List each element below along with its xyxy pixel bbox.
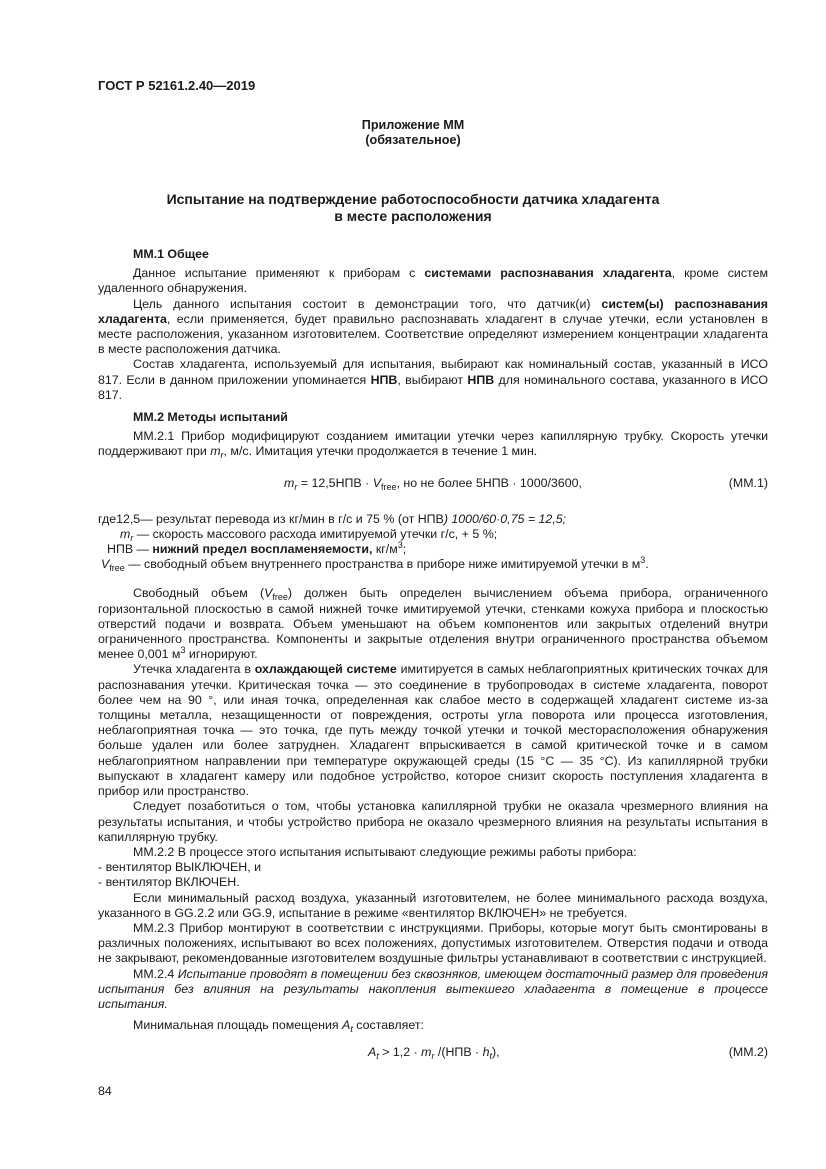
annex-main-title [0, 191, 826, 225]
list-item: - вентилятор ВКЛЮЧЕН. [98, 875, 240, 890]
document-body [98, 247, 768, 1081]
title-line-1: Испытание на подтверждение работоспособности датчика хладагента [166, 191, 660, 207]
paragraph: Свободный объем $(V_{free})$ должен быть определен вычислением объема прибора, ограниченного горизонтальной плоскостью в самой нижней точке имитируемой утечки, стенками кожуха прибора и плоскостью отверстий подачи и возврата. Объем уменьшают на объем компонентов или закрытых отделений внутри ограниченного пространства. Компоненты и закрытые отделения внутри ограниченного пространства объемом менее 0,001 $м^3$ игнорируют. [98, 586, 768, 662]
formula-expression: $m_r = 12,5НПВ \cdot V_{free}$, но не более 5НПВ · 1000/3600, [284, 475, 582, 492]
paragraph: Состав хладагента, используемый для испытания, выбирают как номинальный состав, указанный в ИСО 817. Если в данном приложении упоминается НПВ, выбирают НПВ для номинального состава, указанного в ИСО 817. [98, 357, 768, 402]
paragraph: Следует позаботиться о том, чтобы установка капиллярной трубки не оказала чрезмерного влияния на результаты испытания, и чтобы устройство прибора не оказало чрезмерного влияния на результаты испытания в капиллярную трубку. [98, 799, 768, 844]
formula-number: (ММ.1) [728, 475, 768, 490]
document-header: ГОСТ Р 52161.2.40—2019 [98, 78, 256, 93]
formula-number: (ММ.2) [728, 1045, 768, 1060]
section-heading-mm1: ММ.1 Общее [133, 247, 209, 261]
list-item: - вентилятор ВЫКЛЮЧЕН, и [98, 860, 262, 875]
annex-heading [0, 118, 826, 148]
paragraph: Утечка хладагента в охлаждающей системе имитируется в самых неблагоприятных критических точках для распознавания утечки. Критическая точка — это соединение в трубопроводах в системе хладагента, поворот более чем на 90 °, или иная точка, определенная как слабое место в содержащей хладагент системе из-за толщины металла, незащищенности от повреждения, остроты угла поворота или процесса изготовления, неблагоприятная точка — это точка, где путь между точкой утечки и точкой месторасположения обнаружения больше удален или более затруднен. Хладагент впрыскивается в самой критической точке и в самом неблагоприятном направлении при температуре окружающей среды (15 °С — 35 °С). Из капиллярной трубки выпускают в хладагент камеру или подобное устройство, которое снизит скорость поступления хладагента в прибор или пространство. [98, 662, 768, 799]
definition: НПВ — нижний предел воспламеняемости, $кг/м^3$; [107, 540, 407, 557]
formula-mm1 [98, 476, 768, 498]
paragraph: Данное испытание применяют к приборам с системами распознавания хладагента, кроме систем удаленного обнаружения. [98, 266, 768, 296]
paragraph: Если минимальный расход воздуха, указанный изготовителем, не более минимального расхода воздуха, указанного в GG.2.2 или GG.9, испытание в режиме «вентилятор ВКЛЮЧЕН» не требуется. [98, 890, 768, 920]
annex-title: Приложение ММ [361, 118, 465, 132]
definition: $V_{free}$ — свободный объем внутреннего пространства в приборе ниже имитируемой утечки в $м^3$. [101, 555, 649, 574]
definition: где12,5— результат перевода из кг/мин в г/с и 75 % (от НПВ) 1000/60·0,75 = 12,5; [98, 511, 567, 526]
paragraph: Минимальная площадь помещения $A_t$ составляет: [133, 1018, 424, 1035]
paragraph: Цель данного испытания состоит в демонстрации того, что датчик(и) систем(ы) распознавания хладагента, если применяется, будет правильно распознавать хладагент в случае утечки, если установлен в месте расположения, указанном изготовителем. Соответствие определяют измерением концентрации хладагента в месте расположения датчика. [98, 296, 768, 357]
paragraph: ММ.2.2 В процессе этого испытания испытывают следующие режимы работы прибора: [133, 844, 637, 859]
annex-status: (обязательное) [365, 133, 461, 147]
paragraph: ММ.2.4 Испытание проводят в помещении без сквозняков, имеющем достаточный размер для проведения испытания без влияния на результаты накопления вытекшего хладагента в помещение в процессе испытания. [98, 966, 768, 1011]
paragraph: ММ.2.1 Прибор модифицируют созданием имитации утечки через капиллярную трубку. Скорость утечки поддерживают при $m_r$, м/с. Имитация утечки продолжается в течение 1 мин. [98, 429, 768, 461]
page-number: 84 [98, 1084, 112, 1098]
formula-expression: $A_t > 1,2 \cdot m_r$ $/(НПВ \cdot h_t)$, [368, 1045, 500, 1062]
formula-mm2 [98, 1045, 768, 1067]
definition: $m_r$ — скорость массового расхода имитируемой утечки г/с, + 5 %; [120, 526, 498, 543]
title-line-2: в месте расположения [334, 208, 492, 224]
section-heading-mm2: ММ.2 Методы испытаний [133, 410, 288, 425]
paragraph: ММ.2.3 Прибор монтируют в соответствии с инструкциями. Приборы, которые могут быть смонтированы в различных положениях, испытывают во всех положениях, допустимых изготовителем. Отверстия подачи и отвода не закрывают, рекомендованные изготовителем воздушные фильтры устанавливают в соответствии с инструкцией. [98, 920, 768, 966]
